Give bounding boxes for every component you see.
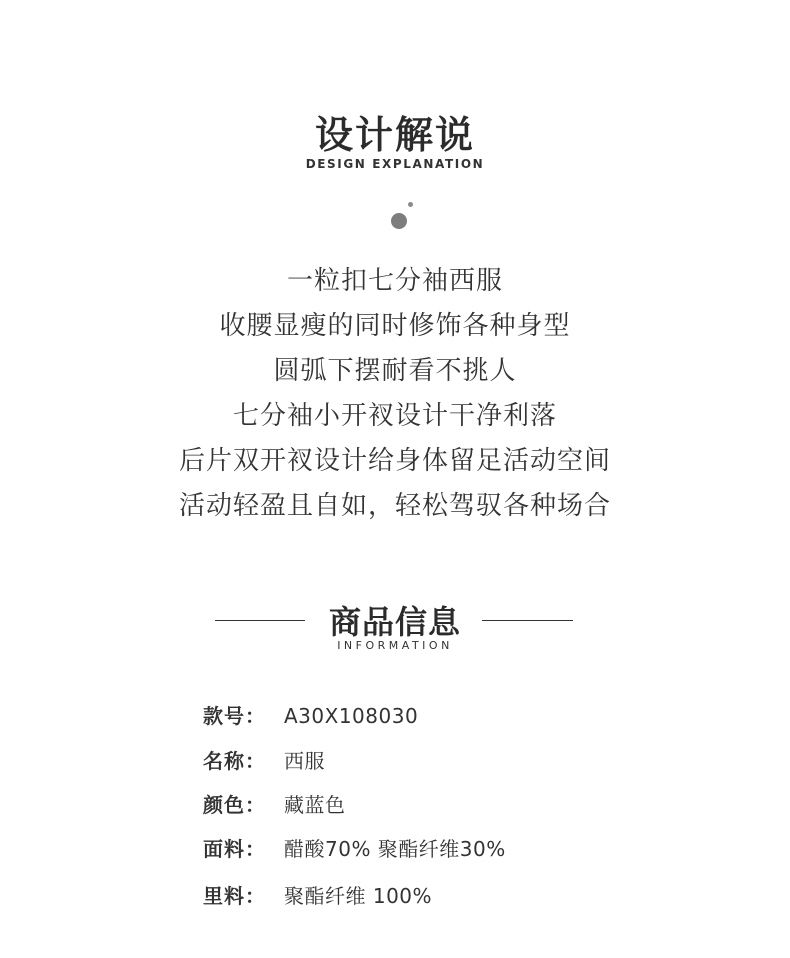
design-line: 七分袖小开衩设计干净利落	[232, 401, 557, 431]
design-description	[0, 259, 790, 529]
design-line: 后片双开衩设计给身体留足活动空间	[178, 446, 611, 476]
spec-row-color	[0, 790, 790, 820]
design-line: 一粒扣七分袖西服	[286, 266, 503, 296]
spec-value: 聚酯纤维 100%	[284, 884, 433, 908]
spec-label: 款号：	[203, 704, 266, 728]
spec-label: 里料：	[203, 884, 266, 908]
design-line: 收腰显瘦的同时修饰各种身型	[219, 311, 571, 341]
decorative-small-dot	[408, 202, 413, 207]
decorative-large-dot	[391, 213, 407, 229]
spec-value: 西服	[284, 749, 325, 773]
spec-value: 藏蓝色	[284, 793, 346, 817]
spec-row-fabric	[0, 834, 790, 864]
spec-row-lining	[0, 881, 790, 911]
info-section-subtitle: INFORMATION	[337, 639, 453, 652]
design-section-subtitle: DESIGN EXPLANATION	[305, 157, 485, 171]
spec-row-style-number	[0, 701, 790, 731]
spec-label: 颜色：	[203, 793, 266, 817]
spec-value: 醋酸70% 聚酯纤维30%	[284, 837, 506, 861]
spec-value: A30X108030	[284, 704, 419, 728]
spec-label: 名称：	[203, 749, 266, 773]
design-line: 活动轻盈且自如，轻松驾驭各种场合	[178, 491, 611, 521]
spec-label: 面料：	[203, 837, 266, 861]
spec-row-name	[0, 746, 790, 776]
design-line: 圆弧下摆耐看不挑人	[273, 356, 517, 386]
info-section-title: 商品信息	[328, 603, 461, 641]
design-section-title: 设计解说	[314, 113, 475, 157]
